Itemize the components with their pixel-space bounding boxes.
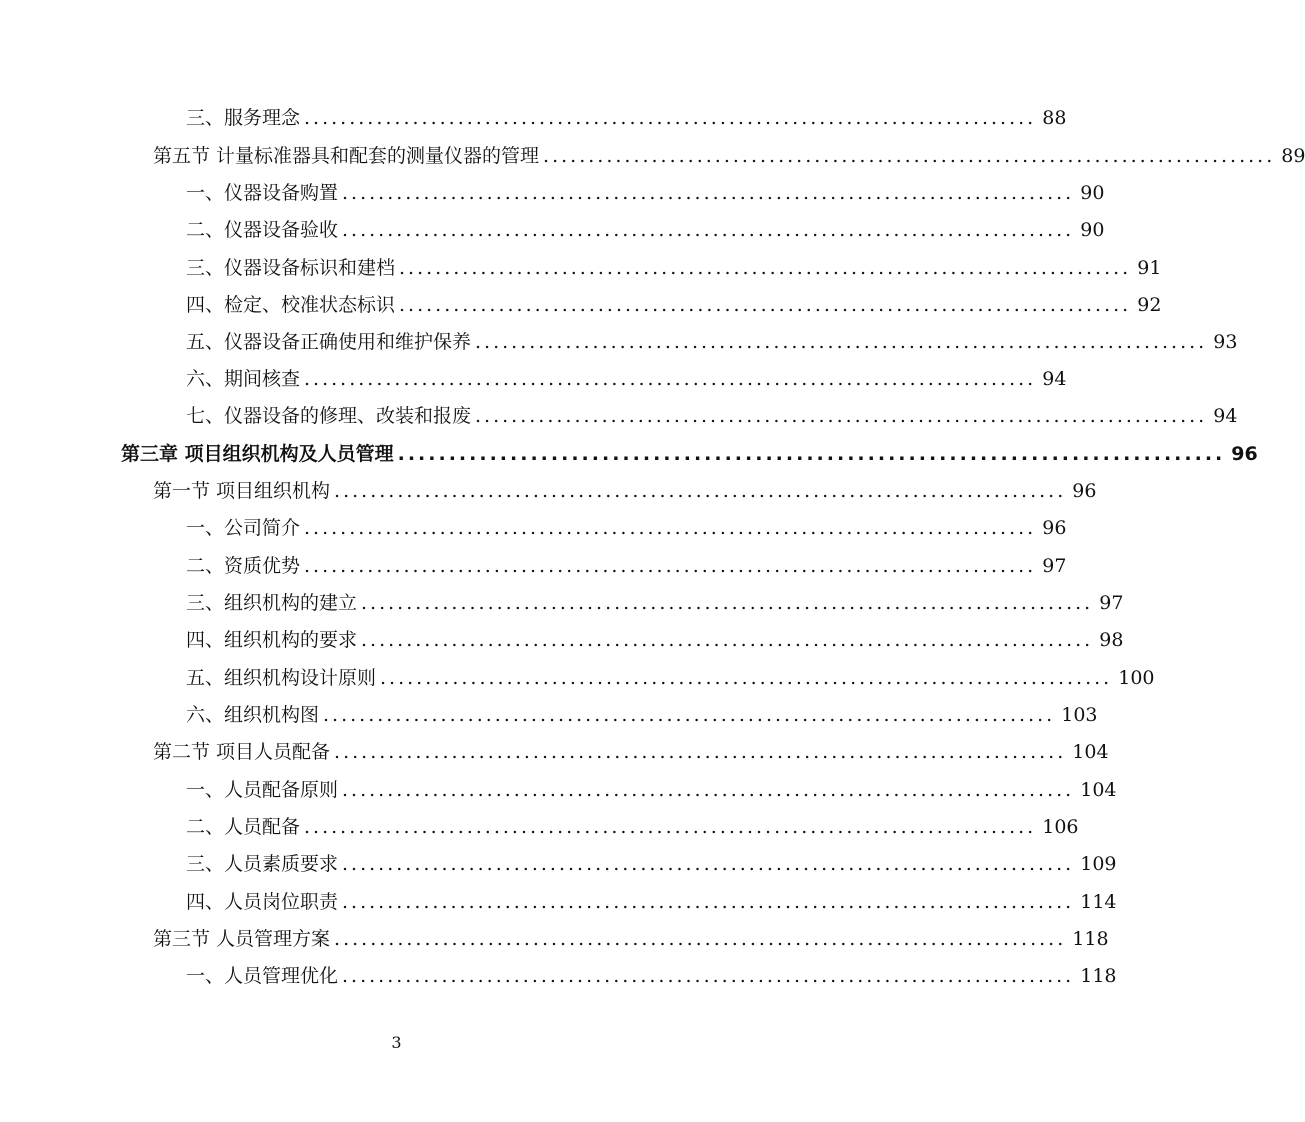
- toc-entry-page: 118: [1080, 965, 1117, 987]
- toc-leader-dots: .................................................................................: [342, 779, 1075, 801]
- toc-leader-dots: .................................................................................: [475, 331, 1208, 353]
- toc-entry[interactable]: [0, 548, 1067, 585]
- toc-entry[interactable]: [0, 324, 1238, 361]
- toc-entry[interactable]: [0, 809, 1079, 846]
- toc-entry-page: 90: [1080, 219, 1105, 241]
- toc-chapter-entry[interactable]: [0, 436, 1258, 473]
- toc-entry[interactable]: [0, 660, 1155, 697]
- toc-leader-dots: .................................................................................: [397, 443, 1226, 465]
- toc-entry[interactable]: [0, 138, 1305, 175]
- toc-entry-title: 三、服务理念: [186, 107, 301, 129]
- toc-leader-dots: .................................................................................: [304, 555, 1037, 577]
- toc-leader-dots: .................................................................................: [342, 891, 1075, 913]
- toc-entry-title: 四、检定、校准状态标识: [186, 294, 396, 316]
- toc-entry[interactable]: [0, 473, 1097, 510]
- toc-leader-dots: .................................................................................: [342, 219, 1075, 241]
- toc-entry-title: 一、仪器设备购置: [186, 182, 339, 204]
- toc-leader-dots: .................................................................................: [342, 182, 1075, 204]
- toc-leader-dots: .................................................................................: [361, 629, 1094, 651]
- toc-entry-title: 二、仪器设备验收: [186, 219, 339, 241]
- toc-entry-page: 96: [1072, 480, 1097, 502]
- toc-entry-page: 94: [1042, 368, 1067, 390]
- toc-entry-page: 96: [1231, 443, 1258, 465]
- toc-entry[interactable]: [0, 884, 1117, 921]
- toc-entry-page: 109: [1080, 853, 1117, 875]
- toc-entry-page: 88: [1042, 107, 1067, 129]
- toc-leader-dots: .................................................................................: [475, 405, 1208, 427]
- toc-leader-dots: .................................................................................: [323, 704, 1056, 726]
- toc-entry[interactable]: [0, 250, 1162, 287]
- toc-entry[interactable]: [0, 958, 1117, 995]
- toc-leader-dots: .................................................................................: [342, 853, 1075, 875]
- toc-entry-page: 93: [1213, 331, 1238, 353]
- toc-leader-dots: .................................................................................: [304, 517, 1037, 539]
- toc-entry-title: 六、组织机构图: [186, 704, 320, 726]
- toc-entry-title: 二、人员配备: [186, 816, 301, 838]
- toc-leader-dots: .................................................................................: [380, 667, 1113, 689]
- toc-entry-title: 第五节 计量标准器具和配套的测量仪器的管理: [153, 145, 540, 167]
- toc-entry[interactable]: [0, 212, 1105, 249]
- toc-entry-page: 96: [1042, 517, 1067, 539]
- toc-entry-title: 三、人员素质要求: [186, 853, 339, 875]
- toc-leader-dots: .................................................................................: [342, 965, 1075, 987]
- toc-leader-dots: .................................................................................: [399, 294, 1132, 316]
- toc-entry-title: 二、资质优势: [186, 555, 301, 577]
- toc-entry-title: 一、公司简介: [186, 517, 301, 539]
- toc-entry-page: 106: [1042, 816, 1079, 838]
- toc-entry-page: 97: [1099, 592, 1124, 614]
- toc-entry[interactable]: [0, 697, 1098, 734]
- toc-leader-dots: .................................................................................: [334, 928, 1067, 950]
- toc-entry-title: 六、期间核查: [186, 368, 301, 390]
- toc-leader-dots: .................................................................................: [304, 816, 1037, 838]
- toc-leader-dots: .................................................................................: [304, 107, 1037, 129]
- toc-entry-page: 91: [1137, 257, 1162, 279]
- toc-leader-dots: .................................................................................: [334, 741, 1067, 763]
- toc-entry-page: 104: [1072, 741, 1109, 763]
- toc-entry-title: 四、组织机构的要求: [186, 629, 358, 651]
- toc-entry-page: 97: [1042, 555, 1067, 577]
- toc-leader-dots: .................................................................................: [304, 368, 1037, 390]
- toc-entry[interactable]: [0, 772, 1117, 809]
- toc-entry[interactable]: [0, 585, 1124, 622]
- toc-entry[interactable]: [0, 734, 1109, 771]
- toc-entry-page: 94: [1213, 405, 1238, 427]
- toc-entry-page: 100: [1118, 667, 1155, 689]
- toc-entry[interactable]: [0, 510, 1067, 547]
- toc-entry-page: 118: [1072, 928, 1109, 950]
- page-number: 3: [391, 1033, 402, 1052]
- toc-entry[interactable]: [0, 921, 1109, 958]
- toc-leader-dots: .................................................................................: [334, 480, 1067, 502]
- toc-entry-title: 第三节 人员管理方案: [153, 928, 331, 950]
- toc-entry-title: 一、人员配备原则: [186, 779, 339, 801]
- toc-entry-title: 第二节 项目人员配备: [153, 741, 331, 763]
- toc-entry-title: 五、仪器设备正确使用和维护保养: [186, 331, 472, 353]
- toc-entry-title: 三、组织机构的建立: [186, 592, 358, 614]
- toc-entry-title: 三、仪器设备标识和建档: [186, 257, 396, 279]
- toc-entry-page: 98: [1099, 629, 1124, 651]
- toc-entry[interactable]: [0, 287, 1162, 324]
- toc-entry-title: 第一节 项目组织机构: [153, 480, 331, 502]
- toc-entry-page: 92: [1137, 294, 1162, 316]
- toc-entry-page: 103: [1061, 704, 1098, 726]
- toc-entry-page: 114: [1080, 891, 1117, 913]
- toc-entry[interactable]: [0, 175, 1105, 212]
- toc-entry-page: 104: [1080, 779, 1117, 801]
- toc-entry[interactable]: [0, 846, 1117, 883]
- toc-entry-page: 90: [1080, 182, 1105, 204]
- toc-entry[interactable]: [0, 398, 1238, 435]
- toc-entry-title: 第三章 项目组织机构及人员管理: [121, 443, 394, 465]
- toc-entry-title: 一、人员管理优化: [186, 965, 339, 987]
- toc-entry-title: 七、仪器设备的修理、改装和报废: [186, 405, 472, 427]
- toc-entry-page: 89: [1281, 145, 1305, 167]
- toc-entry[interactable]: [0, 622, 1124, 659]
- toc-entry[interactable]: [0, 361, 1067, 398]
- toc-leader-dots: .................................................................................: [361, 592, 1094, 614]
- toc-leader-dots: .................................................................................: [543, 145, 1276, 167]
- toc-entry-title: 五、组织机构设计原则: [186, 667, 377, 689]
- toc-entry-title: 四、人员岗位职责: [186, 891, 339, 913]
- toc-entry[interactable]: [0, 100, 1067, 137]
- toc-leader-dots: .................................................................................: [399, 257, 1132, 279]
